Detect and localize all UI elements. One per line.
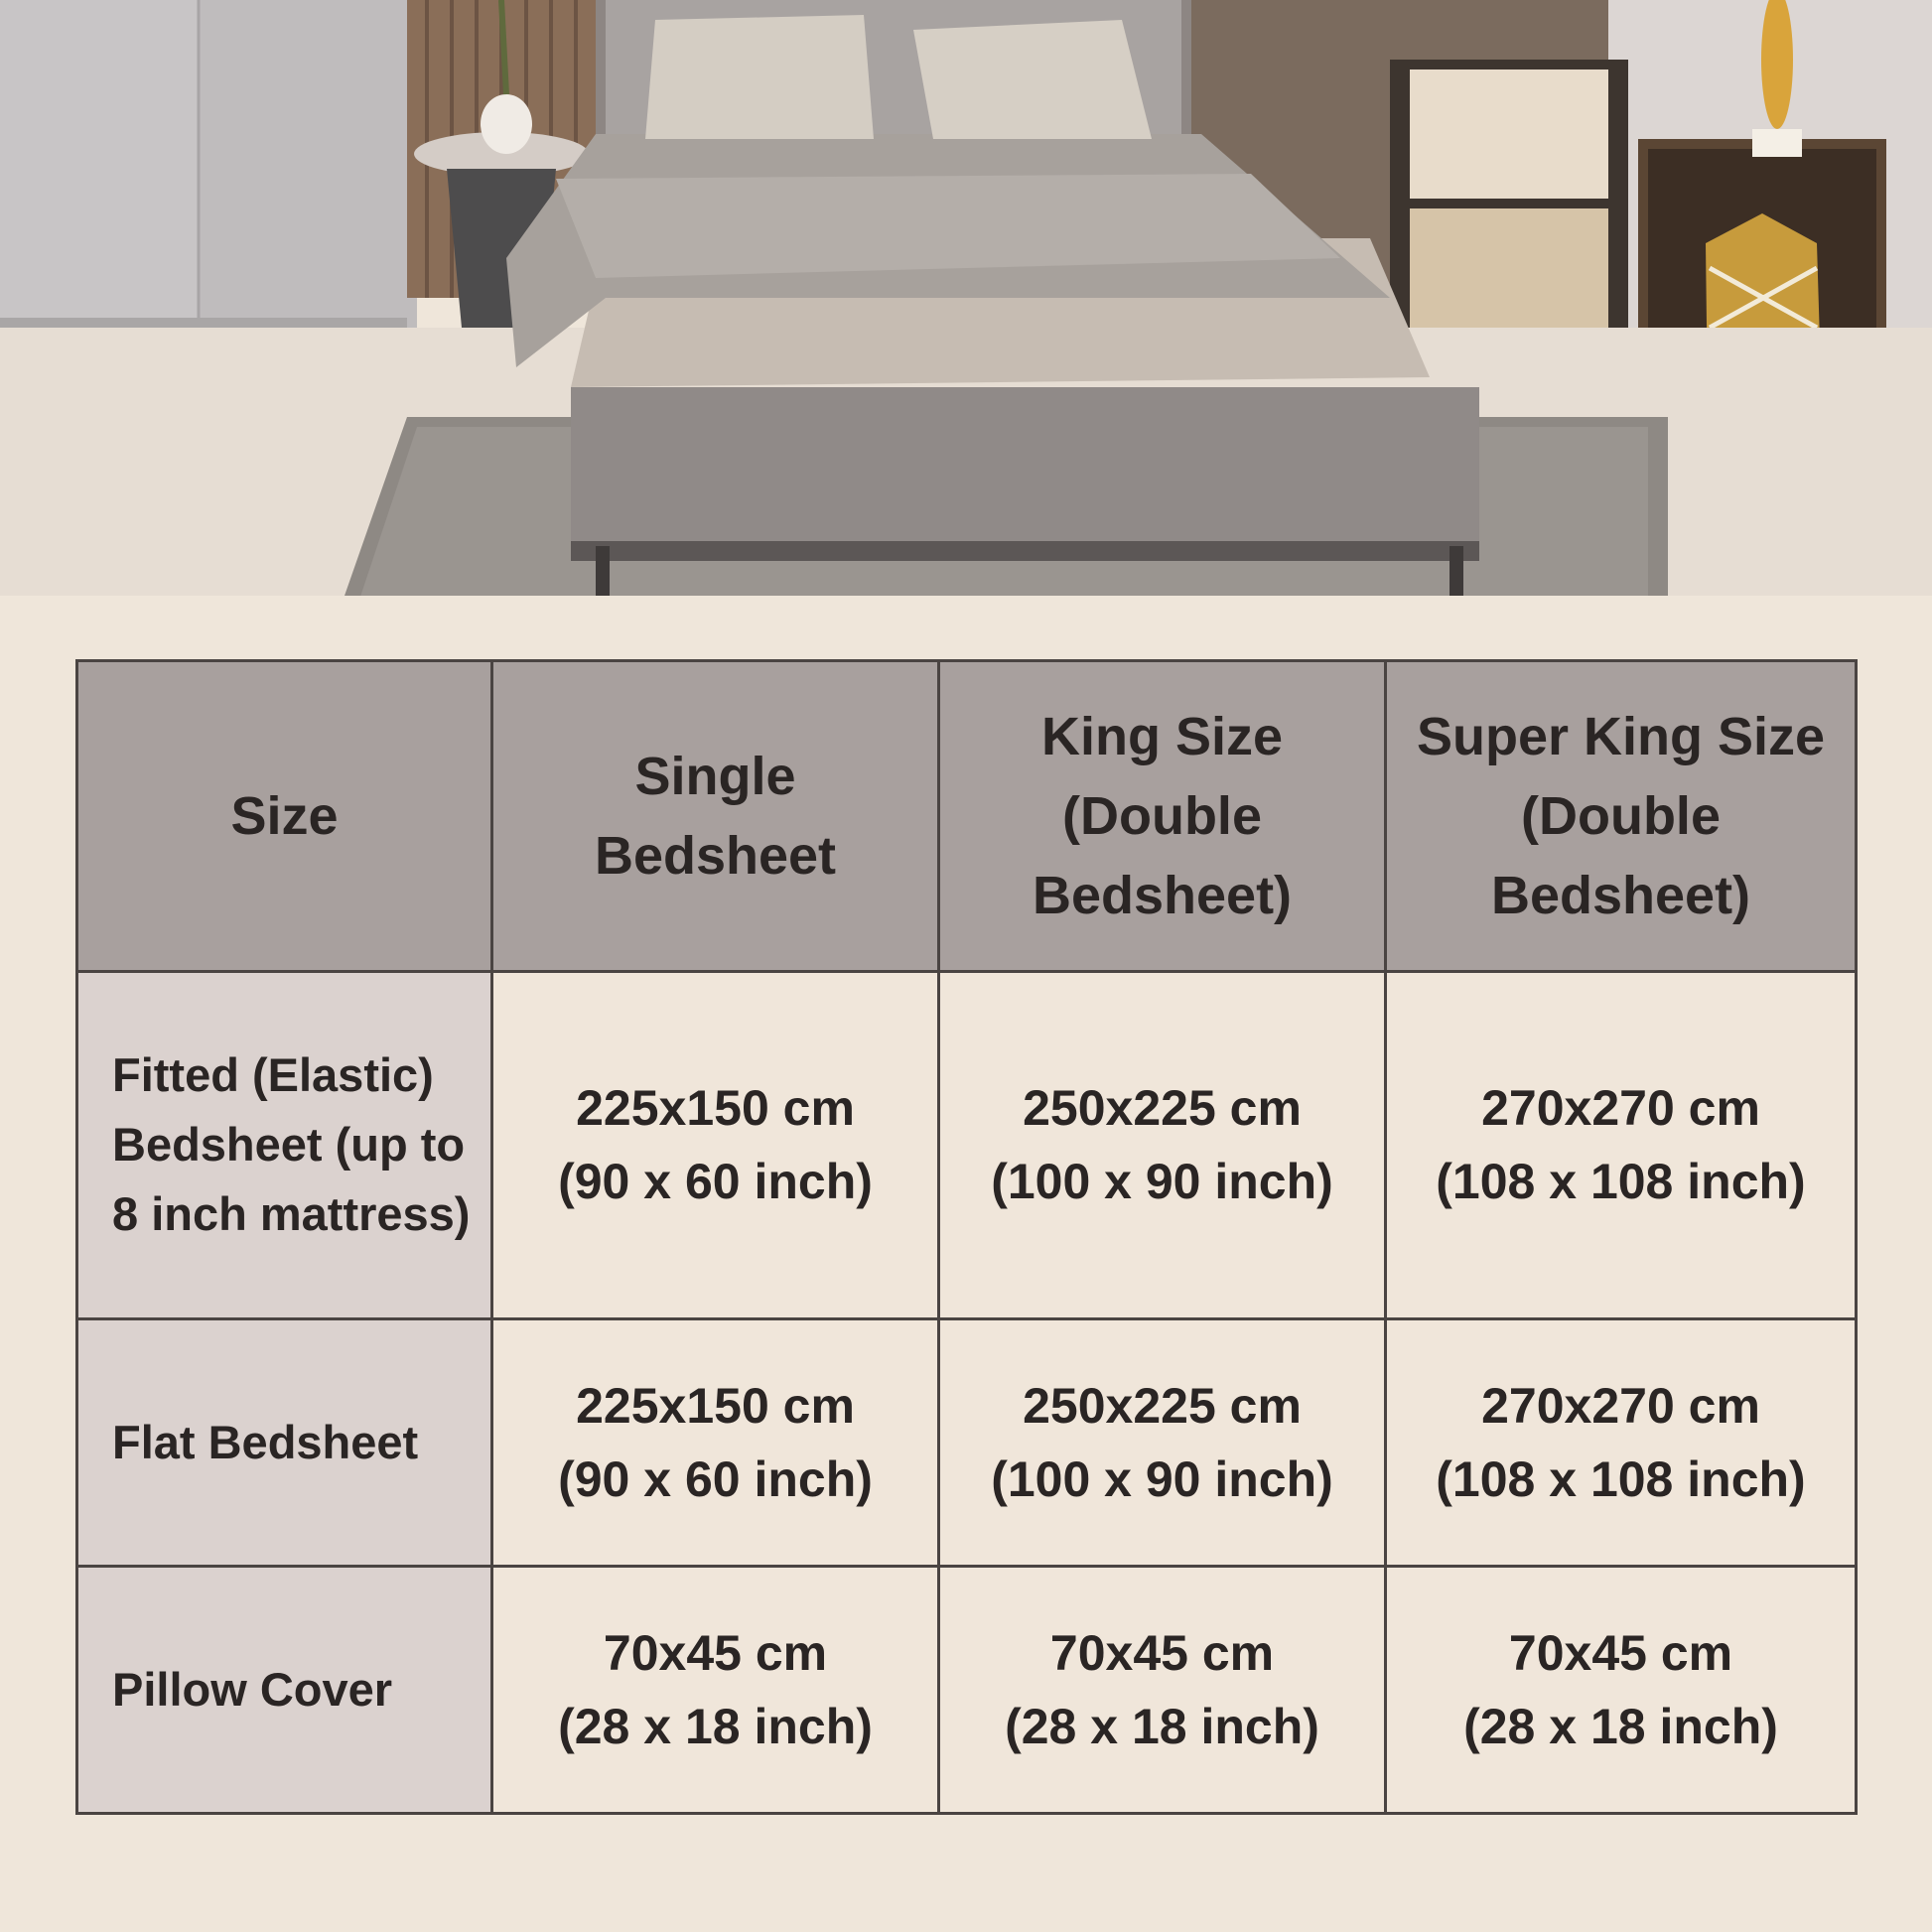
pillow-left — [645, 15, 874, 139]
cell-cm: 250x225 cm — [1023, 1377, 1302, 1434]
cell-cm: 70x45 cm — [1049, 1624, 1275, 1681]
cell-inch: (28 x 18 inch) — [1005, 1698, 1319, 1754]
cell-cm: 270x270 cm — [1481, 1080, 1760, 1137]
cell-pillow-super-king — [1386, 1566, 1857, 1813]
cell-inch: (90 x 60 inch) — [558, 1450, 873, 1507]
table-row — [77, 1318, 1857, 1566]
gold-sculpture-base — [1752, 129, 1802, 157]
cell-flat-king — [939, 1318, 1386, 1566]
cell-flat-single — [492, 1318, 939, 1566]
vase — [481, 94, 532, 154]
cell-cm: 70x45 cm — [1508, 1624, 1733, 1681]
cell-inch: (28 x 18 inch) — [558, 1698, 873, 1754]
header-row — [77, 661, 1857, 972]
cell-pillow-single — [492, 1566, 939, 1813]
cell-pillow-king — [939, 1566, 1386, 1813]
header-size: Size — [77, 661, 492, 972]
row-label-flat-bedsheet: Flat Bedsheet — [77, 1318, 492, 1566]
cell-cm: 270x270 cm — [1481, 1377, 1760, 1434]
cell-fitted-single — [492, 972, 939, 1319]
cell-cm: 225x150 cm — [576, 1377, 855, 1434]
cell-cm: 250x225 cm — [1023, 1080, 1302, 1137]
cell-inch: (108 x 108 inch) — [1436, 1154, 1806, 1210]
bed-frame — [571, 387, 1479, 541]
wardrobe-panel — [0, 0, 199, 318]
header-super-king-size: Super King Size (Double Bedsheet) — [1386, 661, 1857, 972]
cell-cm: 70x45 cm — [603, 1624, 828, 1681]
cell-inch: (90 x 60 inch) — [558, 1154, 873, 1210]
cell-inch: (108 x 108 inch) — [1436, 1450, 1806, 1507]
table-row — [77, 972, 1857, 1319]
pillow-right — [913, 20, 1152, 139]
cell-inch: (100 x 90 inch) — [991, 1154, 1333, 1210]
table-row — [77, 1566, 1857, 1813]
cell-fitted-super-king — [1386, 972, 1857, 1319]
size-chart-table — [75, 659, 1858, 1815]
cell-flat-super-king — [1386, 1318, 1857, 1566]
row-label-fitted-bedsheet: Fitted (Elastic) Bedsheet (up to 8 inch mattress) — [77, 972, 492, 1319]
header-king-size: King Size (Double Bedsheet) — [939, 661, 1386, 972]
bedroom-photo — [0, 0, 1932, 616]
row-label-pillow-cover: Pillow Cover — [77, 1566, 492, 1813]
cell-inch: (100 x 90 inch) — [991, 1450, 1333, 1507]
cell-inch: (28 x 18 inch) — [1463, 1698, 1778, 1754]
header-single-bedsheet: Single Bedsheet — [492, 661, 939, 972]
cell-cm: 225x150 cm — [576, 1080, 855, 1137]
cell-fitted-king — [939, 972, 1386, 1319]
